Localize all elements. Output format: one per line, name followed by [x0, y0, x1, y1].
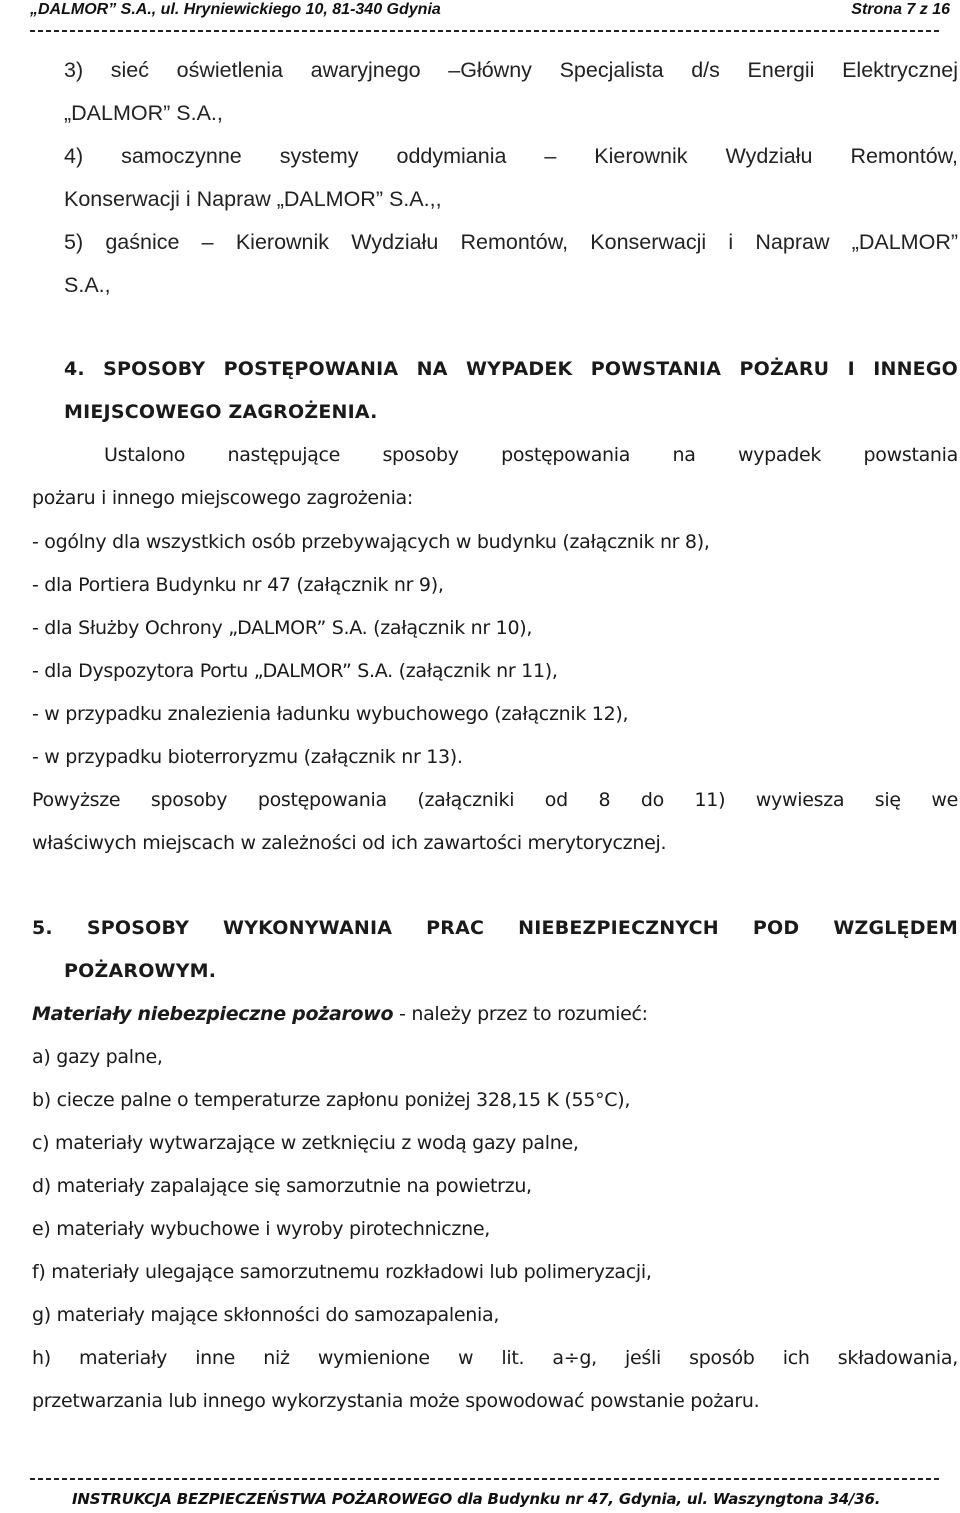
header-divider — [30, 30, 942, 32]
section-4-item: - w przypadku znalezienia ładunku wybuchowego (załącznik 12), — [32, 703, 629, 725]
section-4-item: - ogólny dla wszystkich osób przebywających w budynku (załącznik nr 8), — [32, 531, 710, 553]
header-company: „DALMOR” S.A., ul. Hryniewickiego 10, 81-340 Gdynia — [30, 1, 441, 18]
section-5-item: e) materiały wybuchowe i wyroby pirotechniczne, — [32, 1218, 490, 1240]
section-5-item-h-line2: przetwarzania lub innego wykorzystania może spowodować powstanie pożaru. — [32, 1390, 760, 1412]
section-4-item: - dla Portiera Budynku nr 47 (załącznik nr 9), — [32, 574, 444, 596]
section-4-closing-line1: Powyższe sposoby postępowania (załączniki od 8 do 11) wywiesza się we — [32, 789, 958, 811]
list-item-3-line2: „DALMOR” S.A., — [64, 101, 223, 125]
section-4-item: - dla Służby Ochrony „DALMOR” S.A. (załącznik nr 10), — [32, 617, 533, 639]
list-item-4-line1: 4) samoczynne systemy oddymiania – Kierownik Wydziału Remontów, — [64, 144, 958, 168]
section-5-item: d) materiały zapalające się samorzutnie na powietrzu, — [32, 1175, 532, 1197]
section-4-closing-line2: właściwych miejscach w zależności od ich zawartości merytorycznej. — [32, 832, 667, 854]
definition-term: Materiały niebezpieczne pożarowo — [32, 1003, 394, 1025]
section-4-intro-line2: pożaru i innego miejscowego zagrożenia: — [32, 487, 413, 509]
section-4-heading-line1: 4. SPOSOBY POSTĘPOWANIA NA WYPADEK POWSTANIA POŻARU I INNEGO — [64, 358, 958, 380]
section-5-definition — [32, 1000, 648, 1028]
definition-rest: - należy przez to rozumieć: — [393, 1003, 648, 1025]
section-5-item: c) materiały wytwarzające w zetknięciu z wodą gazy palne, — [32, 1132, 579, 1154]
list-item-3-line1: 3) sieć oświetlenia awaryjnego –Główny Specjalista d/s Energii Elektrycznej — [64, 58, 958, 82]
section-4-intro-line1: Ustalono następujące sposoby postępowania na wypadek powstania — [104, 444, 958, 466]
section-5-heading-line1: 5. SPOSOBY WYKONYWANIA PRAC NIEBEZPIECZNYCH POD WZGLĘDEM — [32, 917, 958, 939]
section-5-heading-line2: POŻAROWYM. — [64, 960, 217, 982]
section-4-item: - w przypadku bioterroryzmu (załącznik nr 13). — [32, 746, 463, 768]
list-item-5-line1: 5) gaśnice – Kierownik Wydziału Remontów, Konserwacji i Napraw „DALMOR” — [64, 230, 958, 254]
list-item-4-line2: Konserwacji i Napraw „DALMOR” S.A.,, — [64, 187, 442, 211]
section-4-item: - dla Dyspozytora Portu „DALMOR” S.A. (załącznik nr 11), — [32, 660, 558, 682]
page-footer: INSTRUKCJA BEZPIECZEŃSTWA POŻAROWEGO dla Budynku nr 47, Gdynia, ul. Waszyngtona 34/36. — [72, 1490, 881, 1508]
section-5-item: g) materiały mające skłonności do samozapalenia, — [32, 1304, 500, 1326]
section-5-item: a) gazy palne, — [32, 1046, 163, 1068]
list-item-5-line2: S.A., — [64, 273, 111, 297]
header-page-number: Strona 7 z 16 — [851, 1, 950, 18]
section-5-item: b) ciecze palne o temperaturze zapłonu poniżej 328,15 K (55°C), — [32, 1089, 631, 1111]
section-5-item-h-line1: h) materiały inne niż wymienione w lit. a÷g, jeśli sposób ich składowania, — [32, 1347, 958, 1369]
section-4-heading-line2: MIEJSCOWEGO ZAGROŻENIA. — [64, 401, 378, 423]
section-5-item: f) materiały ulegające samorzutnemu rozkładowi lub polimeryzacji, — [32, 1261, 652, 1283]
footer-divider — [30, 1478, 942, 1480]
page-header — [30, 0, 954, 20]
